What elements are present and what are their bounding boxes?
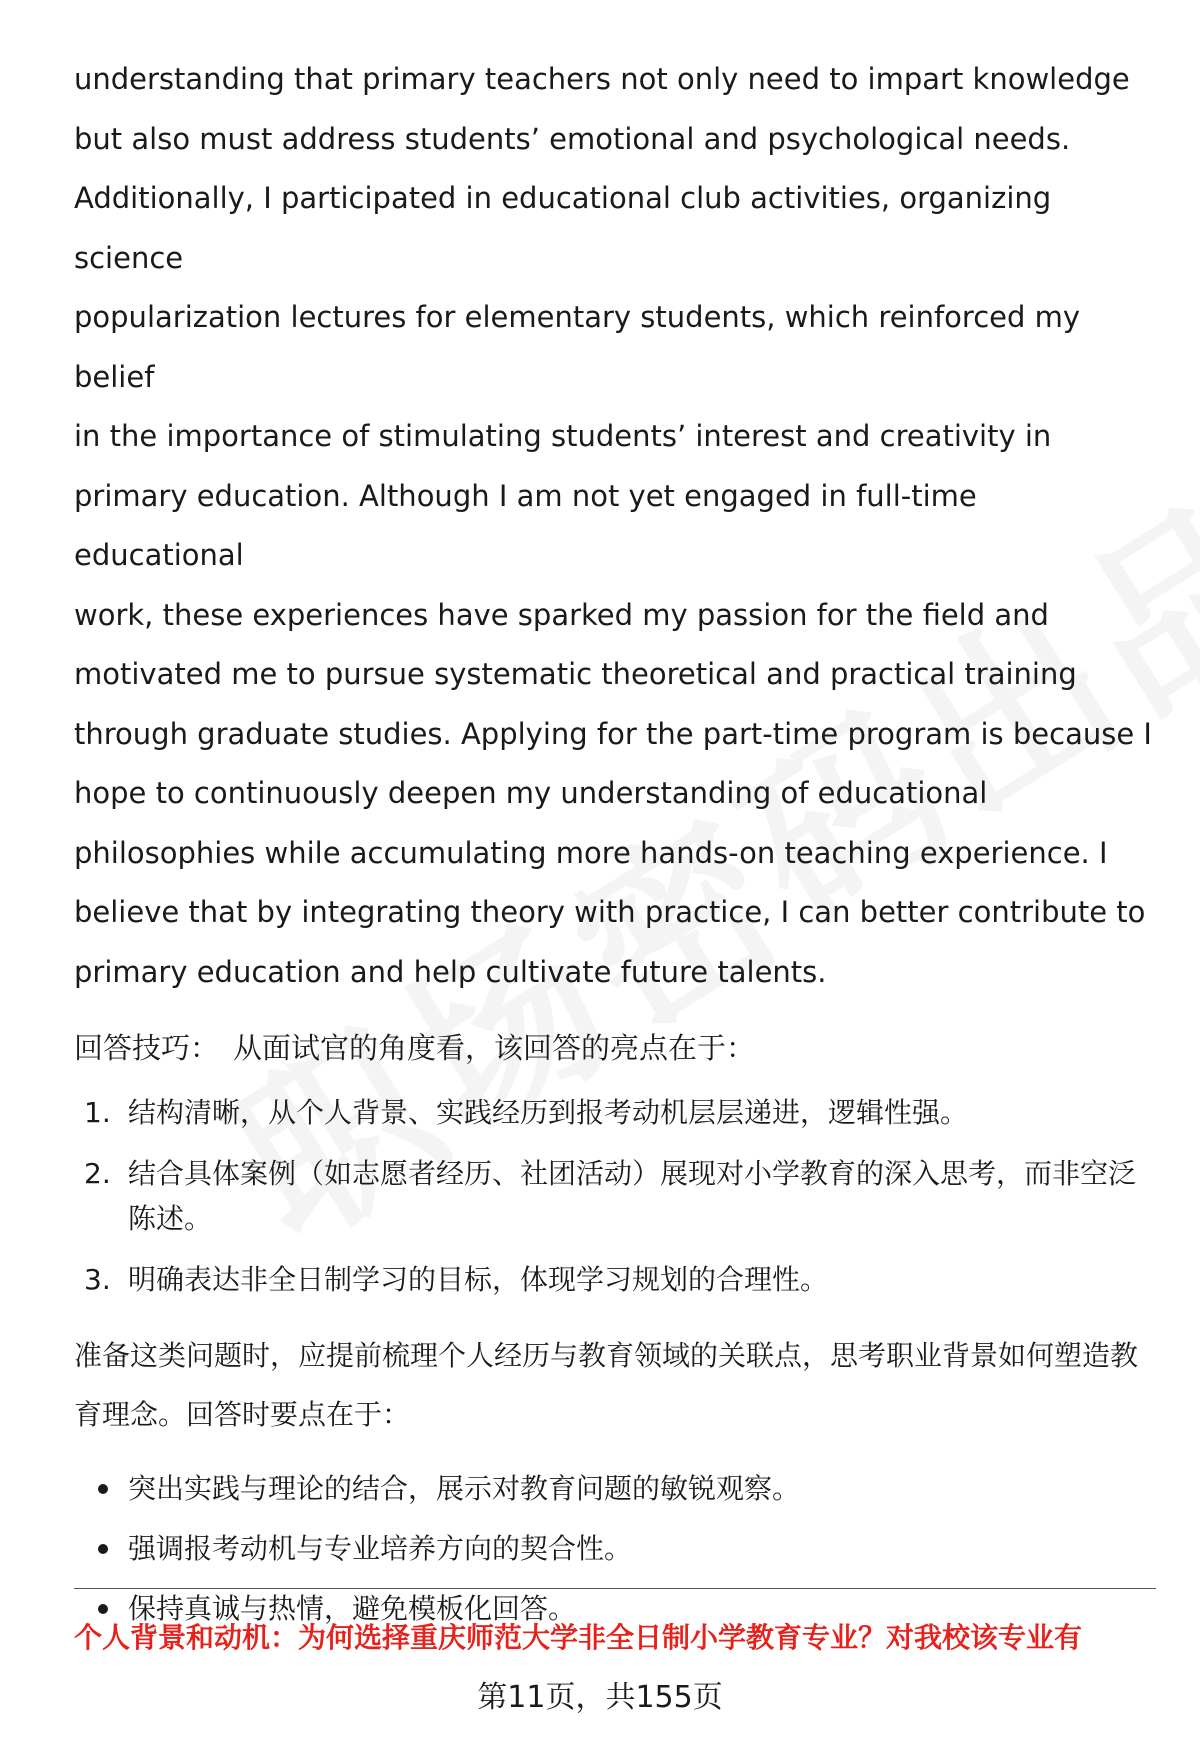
bullet-item <box>74 1528 1154 1570</box>
paragraph-line: philosophies while accumulating more hands-on teaching experience. I <box>74 835 1108 870</box>
list-item-text: 结合具体案例（如志愿者经历、社团活动）展现对小学教育的深入思考，而非空泛陈述。 <box>128 1157 1137 1235</box>
paragraph-line: work, these experiences have sparked my passion for the field and <box>74 597 1049 632</box>
list-item <box>74 1151 1154 1241</box>
paragraph-line: through graduate studies. Applying for the part-time program is because I <box>74 716 1152 751</box>
bullet-dot-icon <box>98 1544 108 1554</box>
list-number: 2. <box>84 1157 111 1190</box>
list-item-text: 明确表达非全日制学习的目标，体现学习规划的合理性。 <box>128 1263 829 1296</box>
bullet-text: 保持真诚与热情，避免模板化回答。 <box>128 1592 577 1625</box>
preparation-paragraph: 准备这类问题时，应提前梳理个人经历与教育领域的关联点，思考职业背景如何塑造教育理念。回答时要点在于： <box>74 1339 1139 1431</box>
list-item-text: 结构清晰，从个人背景、实践经历到报考动机层层递进，逻辑性强。 <box>128 1096 969 1129</box>
paragraph-line: in the importance of stimulating students’ interest and creativity in <box>74 419 1052 453</box>
list-number: 1. <box>84 1096 111 1129</box>
page-number: 第11页，共155页 <box>477 1680 723 1715</box>
bullet-dot-icon <box>98 1484 108 1494</box>
section-divider <box>74 1588 1156 1589</box>
key-points-list <box>74 1468 1154 1630</box>
next-question-heading: 个人背景和动机：为何选择重庆师范大学非全日制小学教育专业？对我校该专业有 <box>74 1621 1083 1654</box>
list-item <box>74 1090 1154 1135</box>
paragraph-line: primary education and help cultivate future talents. <box>74 954 827 989</box>
bullet-dot-icon <box>98 1604 108 1614</box>
answer-tip <box>74 1028 1154 1068</box>
document-body <box>74 50 1154 1648</box>
bullet-item <box>74 1468 1154 1510</box>
highlight-list <box>74 1090 1154 1302</box>
paragraph-line: popularization lectures for elementary students, which reinforced my belief <box>74 300 1081 394</box>
paragraph-line: Additionally, I participated in educational club activities, organizing science <box>74 181 1052 275</box>
answer-paragraph <box>74 50 1154 1002</box>
paragraph-line: believe that by integrating theory with practice, I can better contribute to <box>74 895 1146 929</box>
tip-text: 从面试官的角度看，该回答的亮点在于： <box>233 1031 756 1065</box>
paragraph-line: understanding that primary teachers not only need to impart knowledge <box>74 62 1130 96</box>
paragraph-line: hope to continuously deepen my understanding of educational <box>74 776 988 810</box>
paragraph-line: but also must address students’ emotional and psychological needs. <box>74 121 1071 156</box>
list-number: 3. <box>84 1263 111 1296</box>
bullet-text: 强调报考动机与专业培养方向的契合性。 <box>128 1532 633 1565</box>
paragraph-line: primary education. Although I am not yet engaged in full-time educational <box>74 478 977 572</box>
bullet-text: 突出实践与理论的结合，展示对教育问题的敏锐观察。 <box>128 1472 801 1505</box>
paragraph-line: motivated me to pursue systematic theoretical and practical training <box>74 657 1077 691</box>
list-item <box>74 1257 1154 1302</box>
tip-label: 回答技巧： <box>74 1031 220 1065</box>
